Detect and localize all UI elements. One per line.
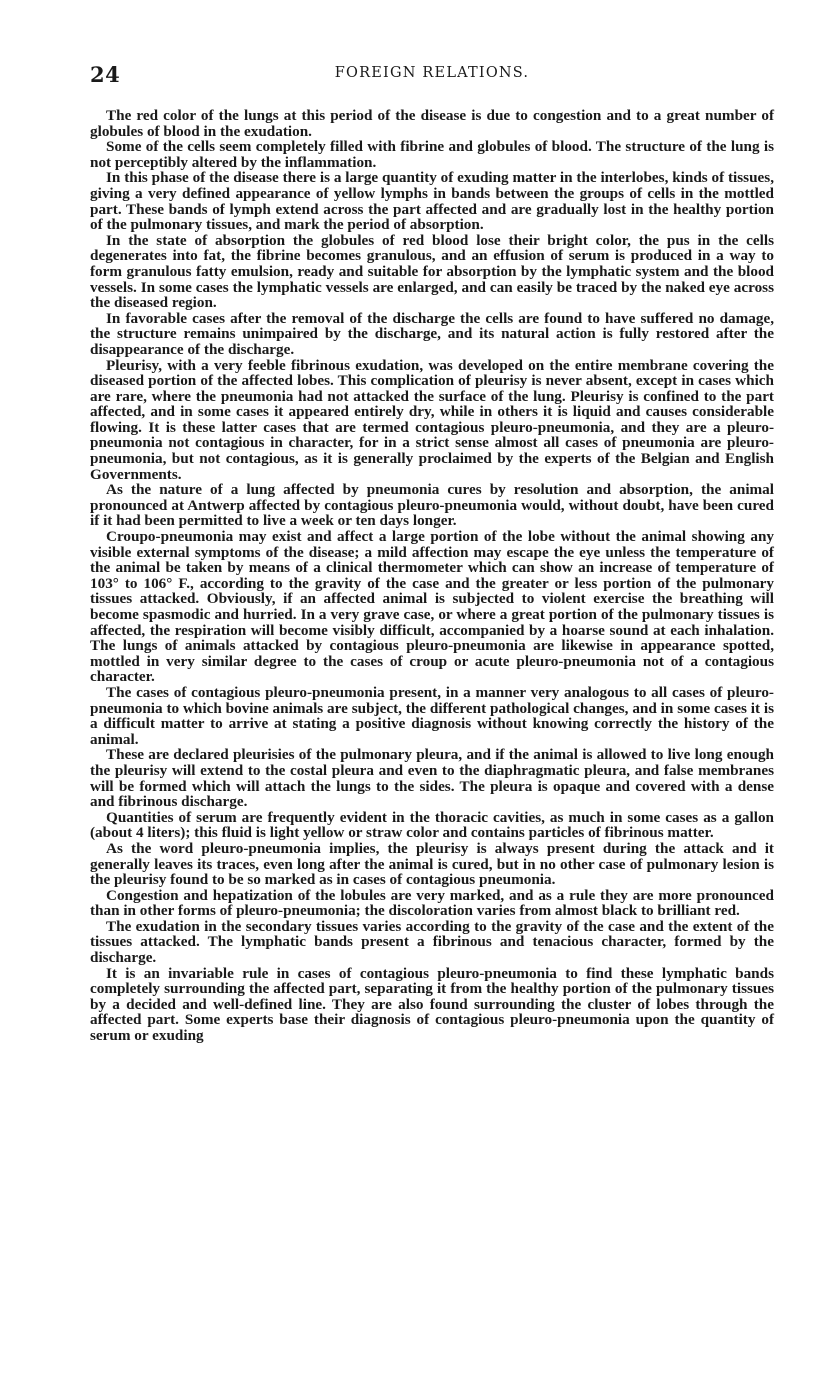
paragraph: These are declared pleurisies of the pulmonary pleura, and if the animal is allowed to live long enough the pleurisy will extend to the costal pleura and even to the diaphragmatic pleura, and false membranes will be formed which will attach the lungs to the sides. The pleura is opaque and covered with a dense and fibrinous discharge. [90,746,774,811]
paragraph: Some of the cells seem completely filled with fibrine and globules of blood. The structure of the lung is not perceptibly altered by the inflammation. [90,138,774,171]
paragraph: Pleurisy, with a very feeble fibrinous exudation, was developed on the entire membrane covering the diseased portion of the affected lobes. This complication of pleurisy is never absent, except in cases which are rare, where the pneumonia had not attacked the surface of the lung. Pleurisy is confined to the part affected, and in some cases it appeared entirely dry, while in others it is liquid and causes considerable flowing. It is these latter cases that are termed contagious pleuro-pneumonia, and they are a pleuro-pneumonia not contagious in character, for in a strict sense almost all cases of pneumonia are pleuro-pneumonia, but not contagious, as it is generally proclaimed by the experts of the Belgian and English Governments. [90,356,774,483]
paragraph: The red color of the lungs at this period of the disease is due to congestion and to a great number of globules of blood in the exudation. [90,107,774,140]
paragraph: Croupo-pneumonia may exist and affect a large portion of the lobe without the animal showing any visible external symptoms of the disease; a mild affection may escape the eye unless the temperature of the animal be taken by means of a clinical thermometer which can show an increase of temperature of 103° to 106° F., according to the gravity of the case and the greater or less portion of the pulmonary tissues attacked. Obviously, if an affected animal is subjected to violent exercise the breathing will become spasmodic and hurried. In a very grave case, or where a great portion of the pulmonary tissues is affected, the respiration will become visibly difficult, accompanied by a hoarse sound at each inhalation. The lungs of animals attacked by contagious pleuro-pneumonia are likewise in appearance spotted, mottled in very similar degree to the cases of croup or acute pleuro-pneumonia not of a contagious character. [90,528,774,686]
body-text [90,108,774,1044]
page-header [90,62,774,90]
running-head: FOREIGN RELATIONS. [334,65,530,81]
paragraph: The cases of contagious pleuro-pneumonia present, in a manner very analogous to all cases of pleuro-pneumonia to which bovine animals are subject, the different pathological changes, and in some cases it is a difficult matter to arrive at stating a positive diagnosis without knowing correctly the history of the animal. [90,683,774,748]
paragraph: In this phase of the disease there is a large quantity of exuding matter in the interlobes, kinds of tissues, giving a very defined appearance of yellow lymphs in bands between the groups of cells in the mottled part. These bands of lymph extend across the part affected and are gradually lost in the healthy portion of the pulmonary tissues, and mark the period of absorption. [90,169,774,234]
paragraph: As the nature of a lung affected by pneumonia cures by resolution and absorption, the animal pronounced at Antwerp affected by contagious pleuro-pneumonia would, without doubt, have been cured if it had been permitted to live a week or ten days longer. [90,481,774,530]
paragraph: In favorable cases after the removal of the discharge the cells are found to have suffered no damage, the structure remains unimpaired by the discharge, and its natural action is fully restored after the disappearance of the discharge. [90,309,774,358]
paragraph: It is an invariable rule in cases of contagious pleuro-pneumonia to find these lymphatic bands completely surrounding the affected part, separating it from the healthy portion of the pulmonary tissues by a decided and well-defined line. They are also found surrounding the cluster of lobes through the affected part. Some experts base their diagnosis of contagious pleuro-pneumonia upon the quantity of serum or exuding [90,964,774,1045]
paragraph: As the word pleuro-pneumonia implies, the pleurisy is always present during the attack and it generally leaves its traces, even long after the animal is cured, but in no other case of pulmonary lesion is the pleurisy found to be so marked as in cases of contagious pneumonia. [90,839,774,889]
paragraph: In the state of absorption the globules of red blood lose their bright color, the pus in the cells degenerates into fat, the fibrine becomes granulous, and an effusion of serum is produced in a way to form granulous fatty emulsion, ready and suitable for absorption by the lymphatic system and the blood vessels. In some cases the lymphatic vessels are enlarged, and can easily be traced by the naked eye across the diseased region. [90,231,774,312]
paragraph: Congestion and hepatization of the lobules are very marked, and as a rule they are more pronounced than in other forms of pleuro-pneumonia; the discoloration varies from almost black to brilliant red. [90,886,774,920]
paragraph: The exudation in the secondary tissues varies according to the gravity of the case and the extent of the tissues attacked. The lymphatic bands present a fibrinous and tenacious character, formed by the discharge. [90,917,774,967]
page-number: 24 [90,62,121,87]
paragraph: Quantities of serum are frequently evident in the thoracic cavities, as much in some cases as a gallon (about 4 liters); this fluid is light yellow or straw color and contains particles of fibrinous matter. [90,808,774,842]
